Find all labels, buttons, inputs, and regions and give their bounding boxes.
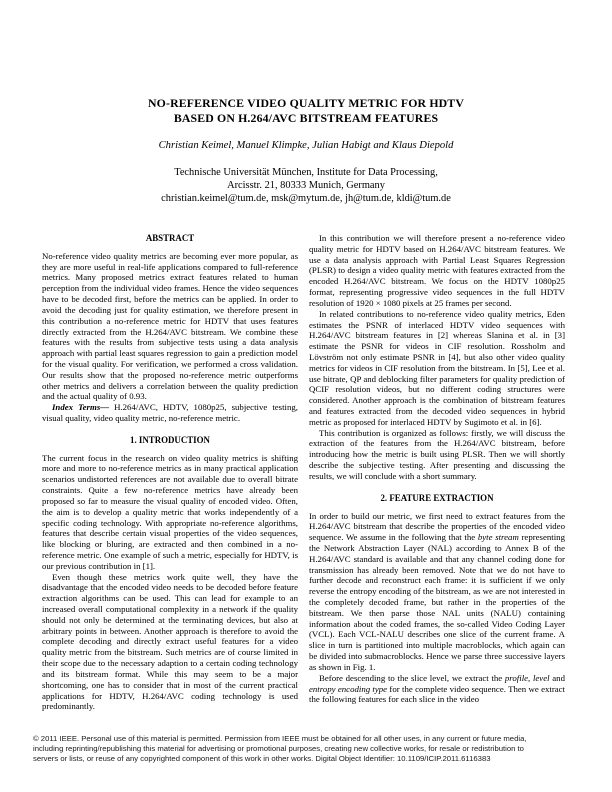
- profile-level-term: profile, level: [504, 672, 550, 683]
- section-2-heading: 2. FEATURE EXTRACTION: [380, 492, 494, 503]
- right-column: [309, 233, 565, 705]
- index-terms-text: H.264/AVC, HDTV, 1080p25, subjective testing, visual quality, video quality metric, no-reference metric.: [42, 402, 298, 423]
- affiliation-emails: christian.keimel@tum.de, msk@mytum.de, jh@tum.de, kldi@tum.de: [161, 192, 451, 204]
- affiliation-address: Arcisstr. 21, 80333 Munich, Germany: [227, 179, 385, 191]
- feature-extraction-paragraph-1: [309, 511, 565, 673]
- abstract-body: No-reference video quality metrics are becoming ever more popular, as they are more useful in real-life applications compared to full-reference metrics. Many proposed metrics extract features related to human perception from the individual video frames. Hence the video sequences have to be decoded first, before the metrics can be applied. In order to avoid the decoding just for quality estimation, we therefore present in this contribution a no-reference metric for HDTV that uses features directly extracted from the H.264/AVC bitstream. We combine these features with the results from subjective tests using a data analysis approach with partial least squares regression to gain a prediction model for the visual quality. For verification, we performed a cross validation. Our results show that the proposed no-reference metric outperforms other metrics and delivers a correlation between the quality prediction and the actual quality of 0.93.: [42, 250, 298, 402]
- section-1-heading: 1. INTRODUCTION: [130, 434, 210, 445]
- copyright-footer: [33, 734, 583, 765]
- contribution-paragraph-1: In this contribution we will therefore present a no-reference video quality metric for HDTV based on H.264/AVC bitstream features. We use a data analysis approach with Partial Least Squares Regression (PLSR) to design a video quality metric with features extracted from the encoded H.264/AVC bitstream. We focus on the HDTV 1080p25 format, representing progressive video sequences in the full HDTV resolution of 1920 × 1080 pixels at 25 frames per second.: [309, 233, 565, 308]
- paper-title-line-1: NO-REFERENCE VIDEO QUALITY METRIC FOR HDTV: [148, 96, 464, 110]
- index-terms: [42, 402, 298, 424]
- paper-title-line-2: BASED ON H.264/AVC BITSTREAM FEATURES: [173, 110, 439, 125]
- byte-stream-term: byte stream: [477, 532, 519, 543]
- feature-extraction-paragraph-2: [309, 673, 565, 705]
- left-column: [42, 233, 298, 712]
- copyright-line-3: servers or lists, or reuse of any copyrighted component of this work in other works. Digital Object Identifier: 10.1109/ICIP.2011.6116383: [33, 754, 491, 764]
- authors-line: Christian Keimel, Manuel Klimpke, Julian Habigt and Klaus Diepold: [158, 140, 454, 151]
- feature-extraction-paragraph-1-text: In order to build our metric, we first need to extract features from the H.264/AVC bitstream that describe the properties of the encoded video sequence. We assume in the following that the: [309, 510, 565, 543]
- feature-extraction-paragraph-2-text-cont: for the complete video sequence. Then we extract the following features for each slice in the video: [309, 683, 566, 705]
- feature-extraction-paragraph-2-conjunction: and: [549, 672, 565, 683]
- copyright-line-2: including reprinting/republishing this material for advertising or promotional purposes, creating new collective works, for resale or redistribution to: [33, 744, 524, 754]
- introduction-paragraph-2: Even though these metrics work quite well, they have the disadvantage that the encoded video needs to be decoded before feature extraction algorithms can be used. This can lead for example to an increased overall computational complexity in a network if the quality should not only be determined at the terminating devices, but also at arbitrary points in between. Another approach is therefore to avoid the complete decoding and directly extract useful features for a video quality metric from the bitstream. Such metrics are of course limited in their scope due to the necessary adaption to a certain coding technology and its bitstream format. While this may seem to be a major shortcoming, one has to consider that in most of the current practical applications for HDTV, H.264/AVC coding technology is used predominantly.: [42, 571, 298, 712]
- affiliation-block: [0, 167, 612, 205]
- abstract-heading: ABSTRACT: [145, 233, 195, 243]
- feature-extraction-paragraph-1-text-cont: representing the Network Abstraction Layer (NAL) according to Annex B of the H.264/AVC standard is available and that any channel coding done for transmission has already been removed. Note that we do not have to further decode and reconstruct each frame: it is sufficient if we only reverse the entropy encoding of the bitstream, as we are not interested in the completely decoded frame, but rather in the properties of the bitstream. We then parse those NAL units (NALU) containing information about the coded frames, the so-called Video Coding Layer (VCL). Each VCL-NALU describes one slice of the current frame. A slice in turn is partitioned into multiple macroblocks, which again can be divided into submacroblocks. Hence we parse three successive layers as shown in Fig. 1.: [309, 532, 565, 672]
- outline-paragraph: This contribution is organized as follows: firstly, we will discuss the extraction of the features from the H.264/AVC bitstream, before introducing how the metric is built using PLSR. Then we will shortly describe the subjective testing. After presenting and discussing the results, we will conclude with a short summary.: [309, 427, 565, 481]
- index-terms-label: Index Terms—: [52, 402, 110, 413]
- introduction-paragraph-1: The current focus in the research on video quality metrics is shifting more and more to no-reference metrics as in many practical application scenarios undistorted references are not available due to overall bitrate constraints. Quite a few no-reference metrics have already been proposed so far to measure the visual quality of encoded video. Often, the aim is to develop a quality metric that works independently of a specific coding technology. With appropriate no-reference algorithms, features that describe certain visual properties of the video sequences, like blocking or bluring, are extracted and then combined in a no-reference metric. One example of such a metric, especially for HDTV, is our previous contribution in [1].: [42, 452, 298, 571]
- related-work-paragraph: In related contributions to no-reference video quality metrics, Eden estimates the PSNR of interlaced HDTV video sequences with H.264/AVC bitstream features in [2] whereas Slanina et al. in [3] estimate the PSNR for videos in CIF resolution. Rossholm and Lövström not only estimate PSNR in [4], but also other video quality metrics for videos in CIF resolution from the bitstream. In [5], Lee et al. use bitrate, QP and deblocking filter parameters for quality prediction of QCIF resolution videos, but no different coding structures were considered. Another approach is the combination of bitstream features and features extracted from the decoded video sequences in hybrid metric as proposed for interlaced HDTV by Sugimoto et al. in [6].: [309, 308, 565, 427]
- copyright-line-1: © 2011 IEEE. Personal use of this material is permitted. Permission from IEEE must be obtained for all other uses, in any current or future media,: [33, 734, 527, 743]
- feature-extraction-paragraph-2-text: Before descending to the slice level, we extract the: [319, 672, 505, 683]
- paper-title: [0, 96, 612, 126]
- affiliation-institute: Technische Universität München, Institute for Data Processing,: [174, 167, 438, 178]
- entropy-encoding-type-term: entropy encoding type: [309, 683, 388, 694]
